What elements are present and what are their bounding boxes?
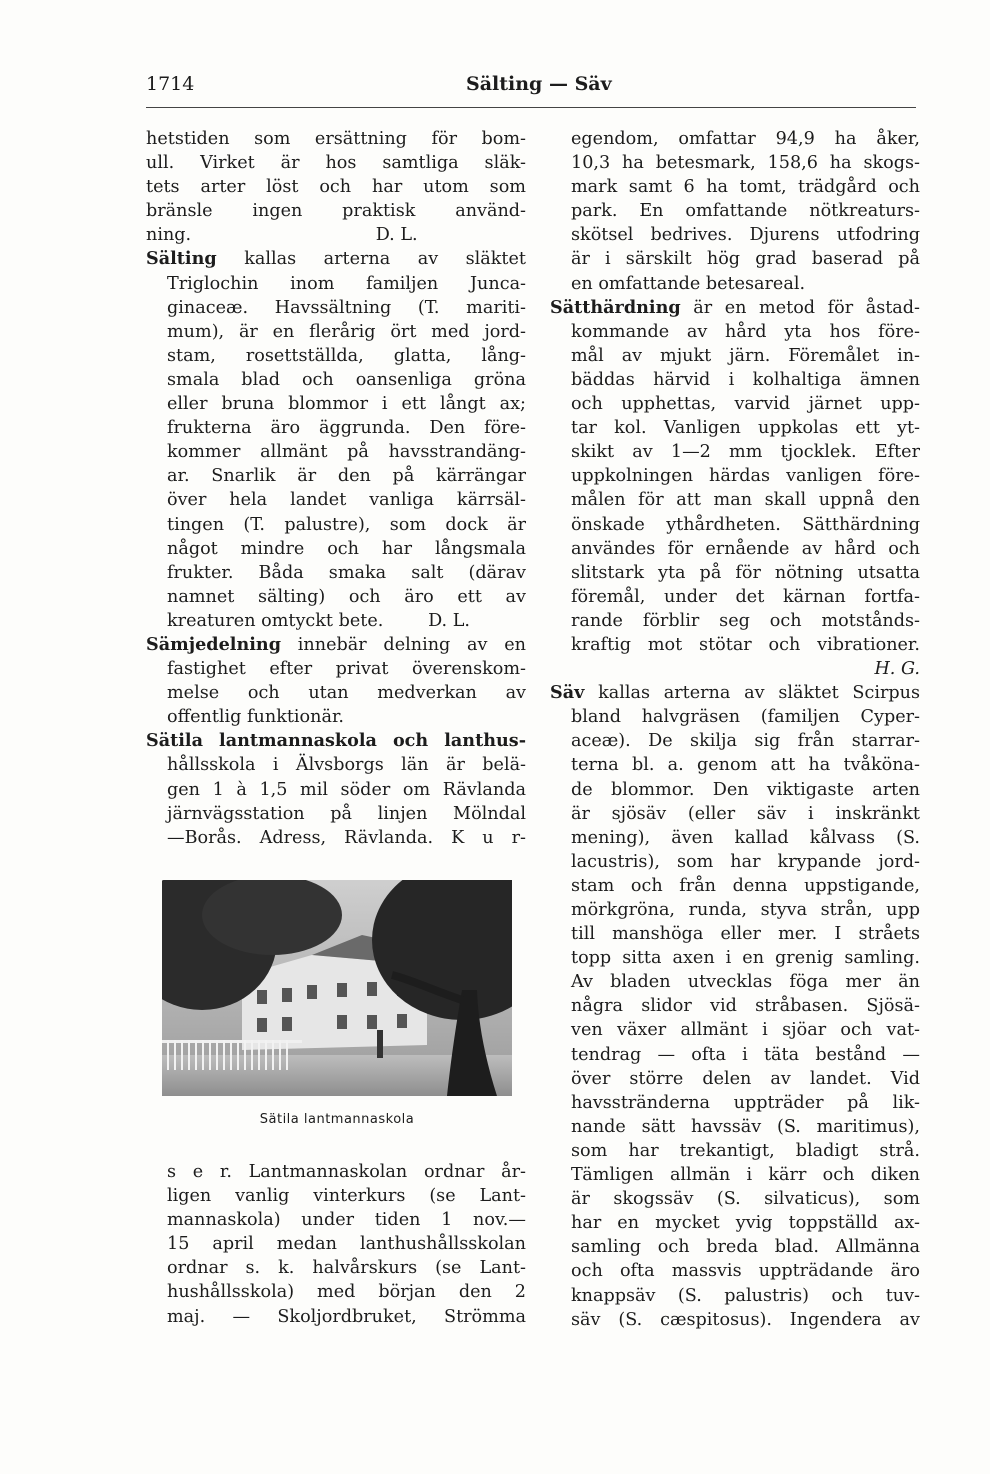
text-line: ligen vanlig vinterkurs (se Lant- (167, 1186, 526, 1207)
text-line: maj. — Skoljordbruket, Strömma (167, 1306, 526, 1327)
text-line: samling och breda blad. Allmänna (571, 1237, 920, 1258)
text-line: de blommor. Den viktigaste arten (571, 779, 920, 800)
text-line: knappsäv (S. palustris) och tuv- (571, 1285, 920, 1306)
text-line: hushållsskola) med början den 2 (167, 1282, 526, 1303)
text-line: järnvägsstation på linjen Mölndal (167, 803, 526, 824)
text-line: s e r. Lantmannaskolan ordnar år- (167, 1162, 526, 1182)
text-line: frukter. Båda smaka salt (därav (167, 562, 526, 583)
text-line: användes för ernående av hård och (571, 538, 920, 559)
text-line: stam och från denna uppstigande, (571, 875, 920, 896)
text-line: smala blad och oansenliga gröna (167, 369, 526, 390)
text-line: över större delen av landet. Vid (571, 1068, 920, 1089)
text-line: kommande av hård yta hos före- (571, 321, 920, 342)
text-line: kreaturen omtyckt bete. D. L. (167, 610, 471, 631)
text-line: ar. Snarlik är den på kärrängar (167, 466, 526, 487)
text-line: mark samt 6 ha tomt, trädgård och (571, 177, 920, 198)
text-line: gen 1 à 1,5 mil söder om Rävlanda (167, 779, 526, 800)
header-rule (146, 107, 916, 108)
text-line: mörkgröna, runda, styva strån, upp (571, 900, 920, 920)
text-line: tendrag — ofta i täta bestånd — (571, 1044, 920, 1065)
text-line: mål av mjukt järn. Föremålet in- (571, 345, 920, 366)
text-line: är sjösäv (eller säv i inskränkt (571, 803, 920, 824)
text-line: säv (S. cæspitosus). Ingendera av (571, 1309, 920, 1330)
entry-satila: Sätila lantmannaskola och lanthus- (146, 730, 526, 752)
text-line: Triglochin inom familjen Junca- (167, 273, 526, 294)
text-line: ull. Virket är hos samtliga släk- (146, 153, 526, 174)
text-line: målen för att man skall uppnå den (571, 490, 920, 511)
text-line: ning. D. L. (146, 225, 418, 246)
text-line: ordnar s. k. halvårskurs (se Lant- (167, 1258, 526, 1279)
text-line: —Borås. Adress, Rävlanda. K u r- (167, 827, 526, 848)
entry-satthardning: Sätthärdning är en metod för åstad- (550, 296, 920, 318)
text-line: topp sitta axen i en grenig samling. (571, 948, 920, 969)
text-line: och ofta massvis uppträdande äro (571, 1261, 920, 1282)
text-line: tets arter löst och har utom som (146, 177, 526, 198)
text-line: slitstark yta på för nötning utsatta (571, 562, 920, 583)
text-line: egendom, omfattar 94,9 ha åker, (571, 129, 920, 149)
right-column (550, 127, 920, 1332)
text-line: skötsel bedrives. Djurens utfodring (571, 225, 920, 246)
text-line: och upphettas, varvid järnet upp- (571, 394, 920, 415)
text-line: havsstränderna uppträder på lik- (571, 1092, 920, 1113)
text-line: skikt av 1—2 mm tjocklek. Efter (571, 442, 920, 463)
text-line: föremål, under det kärnan fortfa- (571, 586, 920, 607)
school-photo-illustration (162, 880, 512, 1096)
text-line: offentlig funktionär. (167, 707, 345, 728)
entry-sav: Säv kallas arterna av släktet Scirpus (550, 682, 920, 704)
text-line: mannaskola) under tiden 1 nov.— (167, 1210, 526, 1231)
text-line: Av bladen utvecklas föga mer än (571, 972, 920, 993)
text-line: nande sätt havssäv (S. maritimus), (571, 1116, 920, 1137)
left-column-top (146, 127, 526, 850)
text-line: är i särskilt hög grad baserad på (571, 249, 920, 270)
text-line: Tämligen allmän i kärr och diken (571, 1165, 920, 1186)
text-line: en omfattande betesareal. (571, 273, 806, 294)
text-line: tar kol. Vanligen uppkolas ett yt- (571, 418, 920, 439)
text-line: uppkolningen härdas vanligen före- (571, 466, 920, 487)
photo-caption: Sätila lantmannaskola (259, 1112, 415, 1127)
text-line: hetstiden som ersättning för bom- (146, 129, 526, 149)
author-initials: H. G. (874, 659, 920, 680)
text-line: kraftig mot stötar och vibrationer. (571, 634, 920, 655)
text-line: något mindre och har långsmala (167, 538, 526, 559)
page-number: 1714 (146, 73, 195, 95)
text-line: några slidor vid stråbasen. Sjösä- (571, 996, 920, 1017)
entry-salting: Sälting kallas arterna av släktet (146, 248, 526, 270)
text-line: park. En omfattande nötkreaturs- (571, 201, 920, 222)
running-head: Sälting — Säv (466, 73, 612, 95)
text-line: ginaceæ. Havssältning (T. mariti- (167, 297, 526, 318)
text-line: är skogssäv (S. silvaticus), som (571, 1189, 920, 1210)
text-line: eller bruna blommor i ett långt ax; (167, 394, 526, 415)
left-column-bottom (146, 1160, 526, 1329)
text-line: namnet sälting) och äro ett av (167, 586, 526, 607)
text-line: tingen (T. palustre), som dock är (167, 514, 526, 535)
photo-satila-school (162, 880, 512, 1096)
text-line: över hela landet vanliga kärrsäl- (167, 490, 526, 511)
text-line: fastighet efter privat överenskom- (167, 659, 526, 680)
text-line: ven växer allmänt i sjöar och vat- (571, 1020, 920, 1041)
text-line: till manshöga eller mer. I stråets (571, 924, 920, 945)
entry-samjedelning: Sämjedelning innebär delning av en (146, 633, 526, 655)
text-line: rande förblir seg och motstånds- (571, 610, 920, 631)
text-line: 10,3 ha betesmark, 158,6 ha skogs- (571, 153, 920, 174)
text-line: lacustris), som har krypande jord- (571, 851, 920, 872)
text-line: melse och utan medverkan av (167, 683, 526, 704)
text-line: aceæ). De skilja sig från starrar- (571, 731, 920, 752)
text-line: mening), även kallad kålvass (S. (571, 827, 920, 848)
text-line: frukterna äro äggrunda. Den före- (167, 418, 526, 439)
text-line: bäddas härvid i kolhaltiga ämnen (571, 369, 920, 390)
text-line: 15 april medan lanthushållsskolan (167, 1234, 526, 1255)
text-line: hållsskola i Älvsborgs län är belä- (167, 755, 526, 776)
text-line: bränsle ingen praktisk använd- (146, 201, 526, 222)
text-line: stam, rosettställda, glatta, lång- (167, 345, 526, 366)
text-line: mum), är en flerårig ört med jord- (167, 321, 526, 342)
text-line: har en mycket yvig toppställd ax- (571, 1213, 920, 1234)
text-line: som har trekantigt, bladigt strå. (571, 1140, 920, 1161)
text-line: bland halvgräsen (familjen Cyper- (571, 707, 920, 728)
text-line: kommer allmänt på havsstrandäng- (167, 442, 526, 463)
text-line: terna bl. a. genom att ha tvåköna- (571, 755, 920, 776)
text-line: önskade ythårdheten. Sätthärdning (571, 514, 920, 535)
